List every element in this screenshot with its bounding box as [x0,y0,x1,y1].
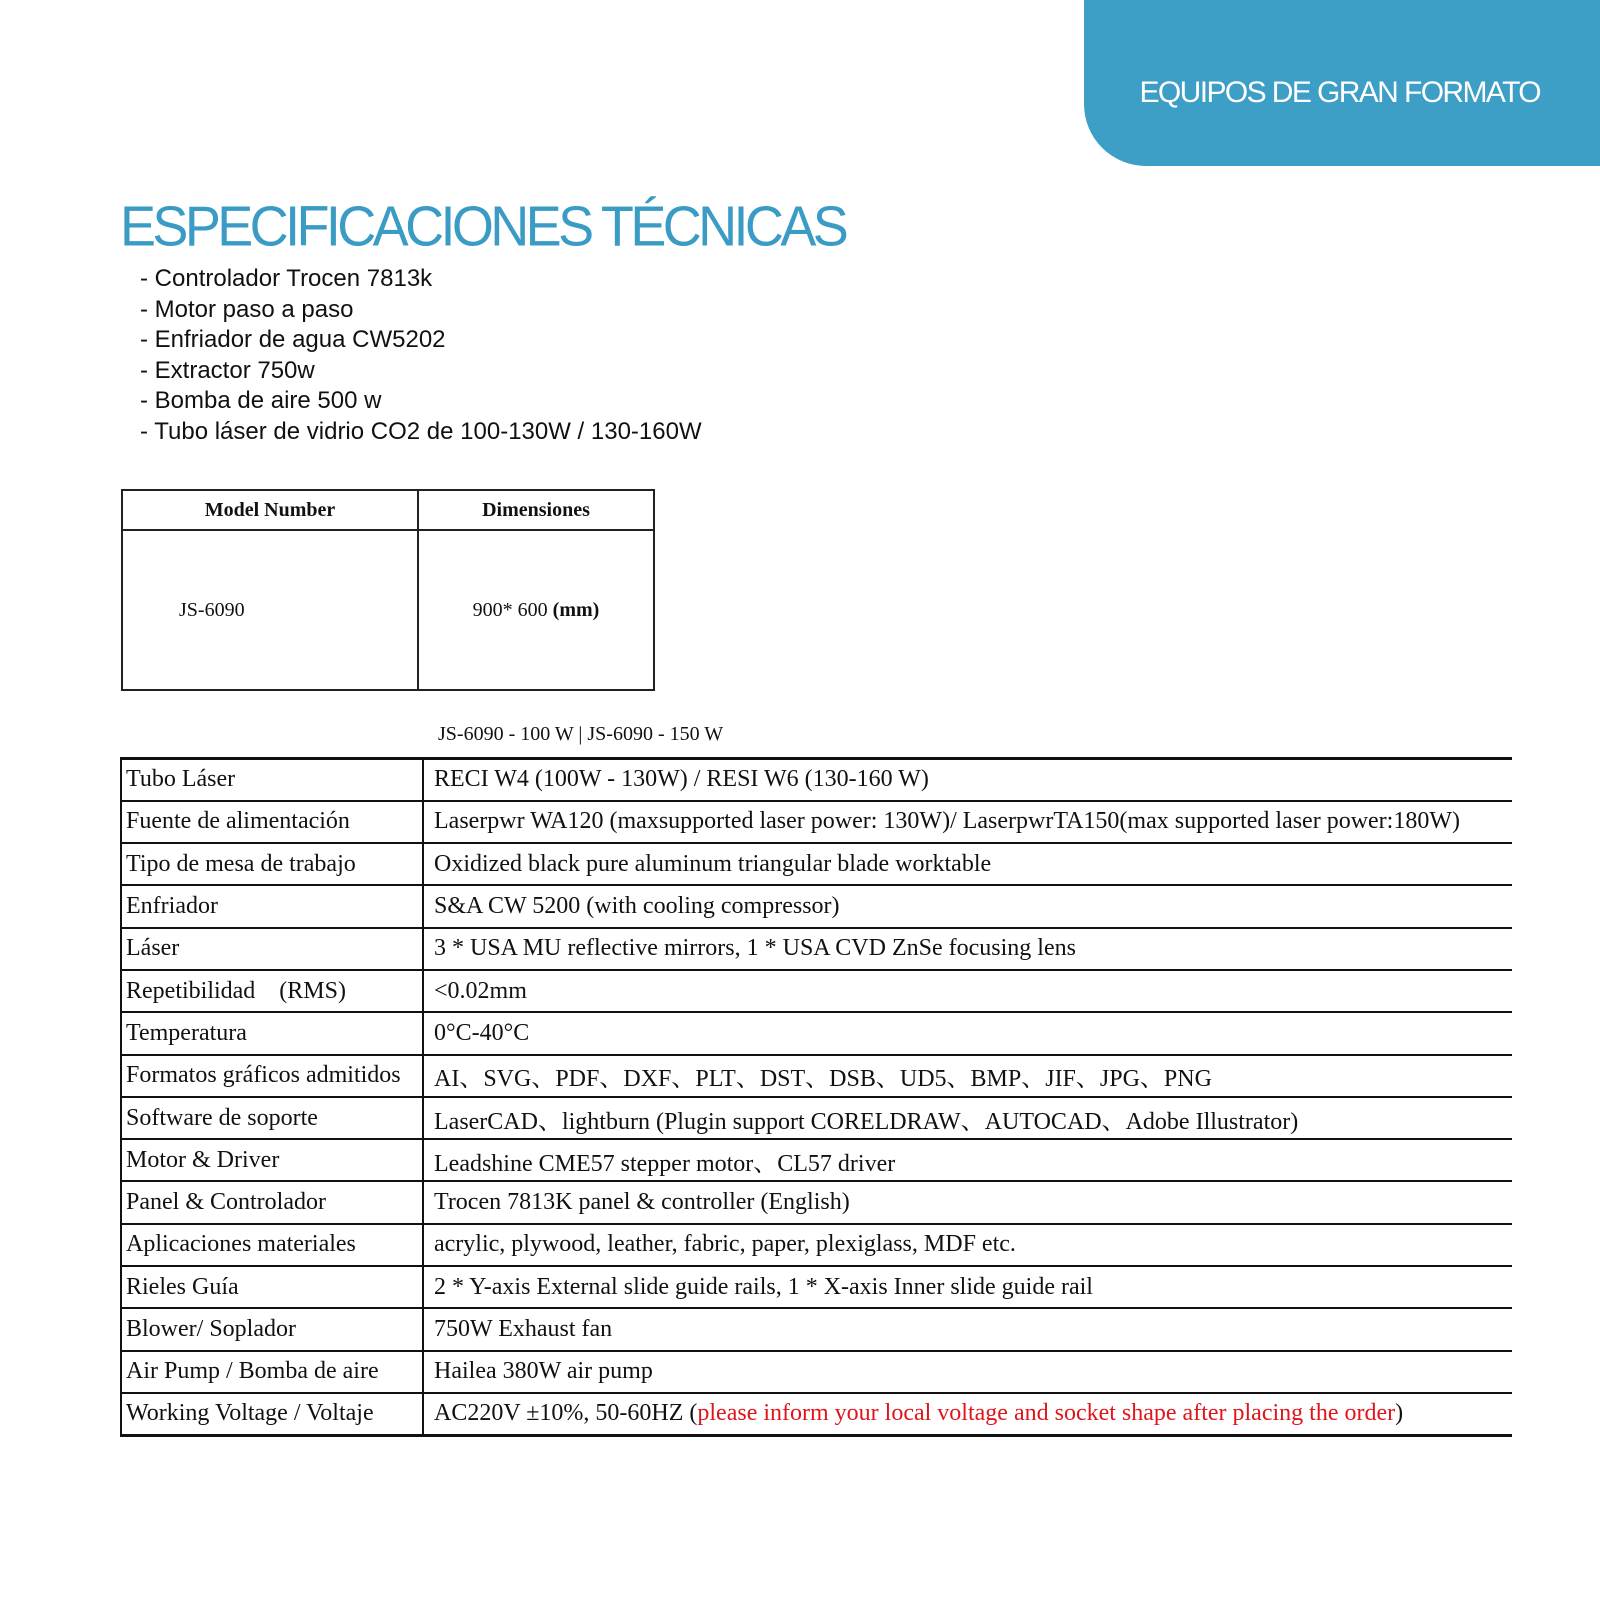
spec-table [120,757,1512,1437]
dimensions-value: 900* 600 [472,598,553,621]
voltage-row [121,1393,1512,1435]
spec-row [121,759,1512,801]
spec-row [121,928,1512,970]
spec-value: Hailea 380W air pump [423,1351,1512,1393]
spec-label: Panel & Controlador [121,1181,423,1223]
spec-value: 750W Exhaust fan [423,1308,1512,1350]
spec-label: Air Pump / Bomba de aire [121,1351,423,1393]
feature-item: - Bomba de aire 500 w [140,387,382,415]
model-number-cell: JS-6090 [122,530,418,690]
spec-value: AI、SVG、PDF、DXF、PLT、DST、DSB、UD5、BMP、JIF、JPG、PNG [423,1055,1512,1097]
model-table [121,489,655,691]
spec-label: Blower/ Soplador [121,1308,423,1350]
dimensions-header: Dimensiones [418,490,654,530]
section-tab [1084,0,1600,166]
spec-label: Fuente de alimentación [121,801,423,843]
spec-row [121,1139,1512,1181]
spec-value: Laserpwr WA120 (maxsupported laser power: 130W)/ LaserpwrTA150(max supported laser power:180W) [423,801,1512,843]
spec-value: Oxidized black pure aluminum triangular blade worktable [423,843,1512,885]
voltage-label: Working Voltage / Voltaje [121,1393,423,1435]
spec-row [121,801,1512,843]
model-number-header: Model Number [122,490,418,530]
spec-row [121,1351,1512,1393]
spec-value: 3 * USA MU reflective mirrors, 1 * USA CVD ZnSe focusing lens [423,928,1512,970]
feature-item: - Extractor 750w [140,356,315,384]
spec-label: Rieles Guía [121,1266,423,1308]
spec-label: Repetibilidad (RMS) [121,970,423,1012]
spec-row [121,1308,1512,1350]
dimensions-cell [418,530,654,690]
spec-value: 2 * Y-axis External slide guide rails, 1 * X-axis Inner slide guide rail [423,1266,1512,1308]
variants-caption: JS-6090 - 100 W | JS-6090 - 150 W [438,723,724,745]
voltage-value-start: AC220V ±10%, 50-60HZ ( [434,1400,698,1427]
feature-item: - Motor paso a paso [140,295,354,323]
feature-item: - Controlador Trocen 7813k [140,265,433,292]
spec-value: RECI W4 (100W - 130W) / RESI W6 (130-160 W) [423,759,1512,801]
spec-label: Aplicaciones materiales [121,1224,423,1266]
spec-value: Leadshine CME57 stepper motor、CL57 driver [423,1139,1512,1181]
spec-value: <0.02mm [423,970,1512,1012]
voltage-value-end: ) [1395,1400,1404,1427]
spec-table-body [121,759,1512,1436]
page-title: ESPECIFICACIONES TÉCNICAS [120,194,846,258]
model-table-header-row [122,490,654,530]
spec-row [121,1097,1512,1139]
spec-label: Motor & Driver [121,1139,423,1181]
spec-row [121,1224,1512,1266]
voltage-warning-text: please inform your local voltage and socket shape after placing the order [697,1400,1396,1427]
spec-row [121,1181,1512,1223]
model-table-row [122,530,654,690]
spec-label: Enfriador [121,885,423,927]
spec-value: S&A CW 5200 (with cooling compressor) [423,885,1512,927]
spec-label: Tubo Láser [121,759,423,801]
spec-label: Láser [121,928,423,970]
spec-row [121,1012,1512,1054]
dimensions-unit: (mm) [552,598,600,621]
spec-row [121,1055,1512,1097]
spec-label: Temperatura [121,1012,423,1054]
spec-label: Software de soporte [121,1097,423,1139]
spec-row [121,1266,1512,1308]
feature-item: - Tubo láser de vidrio CO2 de 100-130W / 130-160W [140,417,702,445]
spec-value: 0°C-40°C [423,1012,1512,1054]
spec-value: Trocen 7813K panel & controller (English) [423,1181,1512,1223]
spec-label: Formatos gráficos admitidos [121,1055,423,1097]
spec-row [121,885,1512,927]
voltage-value [423,1393,1512,1435]
spec-row [121,843,1512,885]
feature-list [140,264,702,448]
spec-label: Tipo de mesa de trabajo [121,843,423,885]
section-tab-label: EQUIPOS DE GRAN FORMATO [1139,76,1540,109]
feature-item: - Enfriador de agua CW5202 [140,326,446,354]
spec-value: LaserCAD、lightburn (Plugin support CORELDRAW、AUTOCAD、Adobe Illustrator) [423,1097,1512,1139]
spec-value: acrylic, plywood, leather, fabric, paper, plexiglass, MDF etc. [423,1224,1512,1266]
spec-row [121,970,1512,1012]
